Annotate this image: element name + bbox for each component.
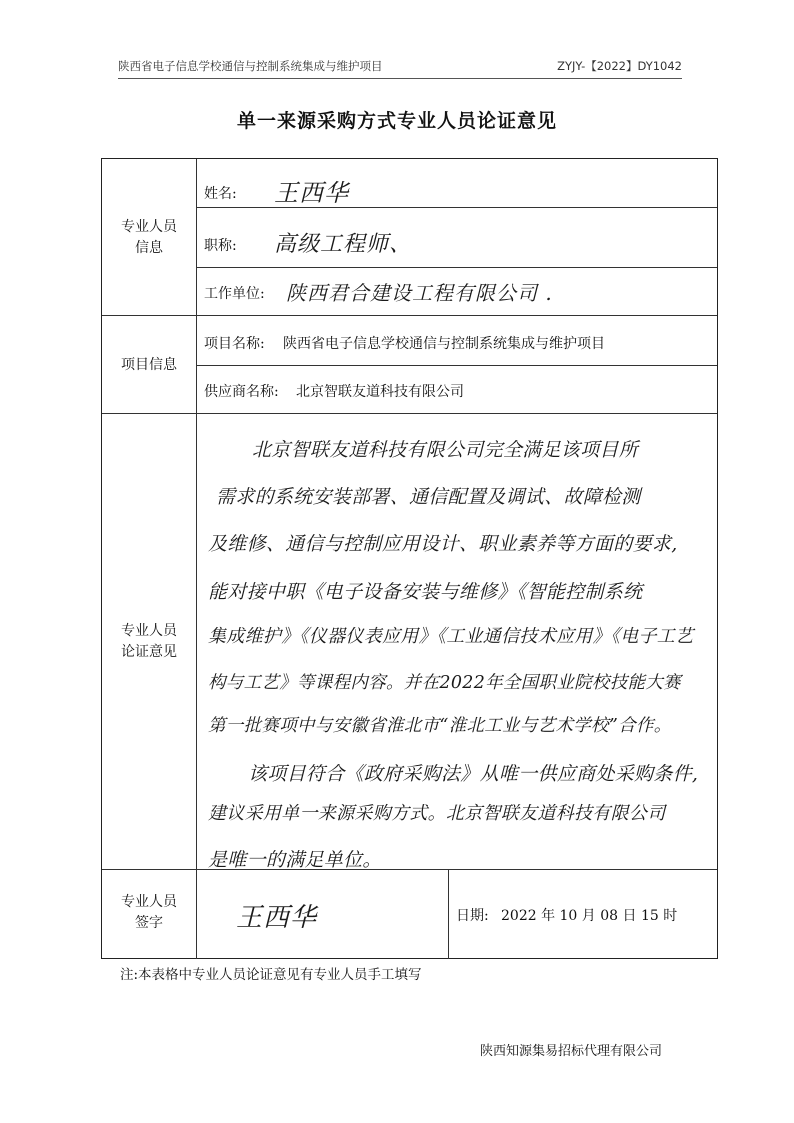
project-name-label: 项目名称: <box>204 336 265 352</box>
column-divider <box>196 159 197 959</box>
signature-handwritten: 王西华 <box>236 903 318 933</box>
opinion-line: 该项目符合《政府采购法》从唯一供应商处采购条件, <box>248 763 699 785</box>
agency-name: 陕西知源集易招标代理有限公司 <box>479 1044 662 1059</box>
opinion-line: 第一批赛项中与安徽省淮北市“淮北工业与艺术学校”合作。 <box>208 716 672 736</box>
supplier-label: 供应商名称: <box>204 384 279 400</box>
header-project-line: 陕西省电子信息学校通信与控制系统集成与维护项目 <box>118 59 383 73</box>
opinion-line: 需求的系统安装部署、通信配置及调试、故障检测 <box>216 486 641 508</box>
date-divider <box>448 869 449 959</box>
opinion-line: 集成维护》《仪器仪表应用》《工业通信技术应用》《电子工艺 <box>208 626 694 647</box>
section-divider <box>102 315 717 316</box>
opinion-line: 北京智联友道科技有限公司完全满足该项目所 <box>252 439 639 461</box>
header-doc-code: ZYJY-【2022】DY1042 <box>557 59 682 73</box>
employer-label: 工作单位: <box>204 286 265 302</box>
date-label: 日期: <box>456 908 489 924</box>
footnote: 注:本表格中专业人员论证意见有专业人员手工填写 <box>120 967 422 983</box>
position-label: 职称: <box>204 238 237 254</box>
opinion-section-label: 专业人员 论证意见 <box>121 623 177 660</box>
opinion-line: 及维修、通信与控制应用设计、职业素养等方面的要求, <box>208 533 678 555</box>
section-divider <box>102 413 717 414</box>
opinion-form-table <box>101 158 718 959</box>
document-title: 单一来源采购方式专业人员论证意见 <box>236 110 557 132</box>
opinion-line: 是唯一的满足单位。 <box>208 849 382 871</box>
row-divider <box>196 267 717 268</box>
name-label: 姓名: <box>204 186 237 202</box>
personnel-section-label: 专业人员 信息 <box>121 219 177 256</box>
employer-handwritten: 陕西君合建设工程有限公司 . <box>286 281 553 305</box>
name-handwritten: 王西华 <box>274 179 349 207</box>
date-value: 2022 年 10 月 08 日 15 时 <box>501 908 678 924</box>
signature-section-label: 专业人员 签字 <box>121 894 177 931</box>
position-handwritten: 高级工程师、 <box>274 232 413 257</box>
opinion-line: 能对接中职《电子设备安装与维修》《智能控制系统 <box>208 581 643 603</box>
opinion-line: 建议采用单一来源采购方式。北京智联友道科技有限公司 <box>208 803 666 824</box>
row-divider <box>196 365 717 366</box>
project-section-label: 项目信息 <box>121 357 177 373</box>
page-header <box>118 54 682 79</box>
supplier-value: 北京智联友道科技有限公司 <box>296 384 464 400</box>
opinion-line: 构与工艺》等课程内容。并在2022年全国职业院校技能大赛 <box>208 673 681 693</box>
project-name-value: 陕西省电子信息学校通信与控制系统集成与维护项目 <box>283 336 605 352</box>
section-divider <box>102 869 717 870</box>
